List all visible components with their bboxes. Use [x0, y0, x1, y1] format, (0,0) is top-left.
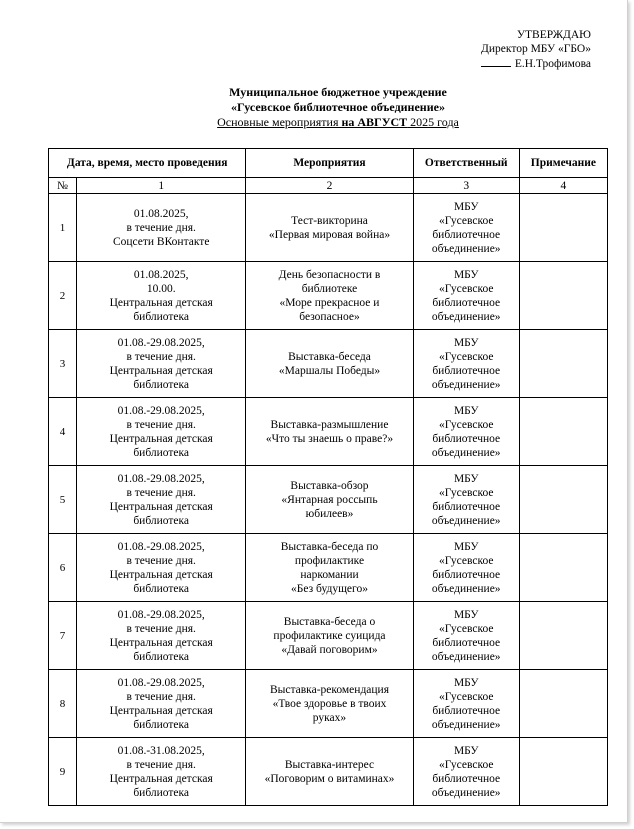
date-cell-line: библиотека — [133, 514, 190, 527]
event-cell — [246, 194, 413, 262]
event-cell-line: Выставка-интерес — [284, 758, 375, 771]
event-cell-line: профилактике — [294, 554, 365, 567]
note-cell — [519, 670, 607, 738]
number-cell: 2 — [246, 178, 413, 194]
date-cell-line: 01.08.2025, — [133, 207, 189, 220]
table-row — [49, 738, 608, 806]
responsible-cell-line: МБУ — [453, 404, 479, 417]
responsible-cell-line: МБУ — [453, 540, 479, 553]
date-cell-line: библиотека — [133, 786, 190, 799]
approval-position: Директор МБУ «ГБО» — [481, 43, 591, 55]
date-cell-line: в течение дня. — [126, 554, 196, 567]
table-row — [49, 262, 608, 330]
responsible-cell — [413, 602, 519, 670]
responsible-cell-line: «Гусевское — [438, 758, 494, 771]
responsible-cell-line: «Гусевское — [438, 282, 494, 295]
event-cell-line: «Первая мировая война» — [268, 228, 391, 241]
responsible-cell-line: МБУ — [453, 676, 479, 689]
table-row — [49, 330, 608, 398]
event-cell-line: Выставка-беседа по — [280, 540, 379, 553]
table-body — [49, 194, 608, 806]
responsible-cell-line: библиотечное — [432, 364, 501, 377]
event-cell-line: Выставка-беседа — [288, 350, 371, 363]
date-cell-line: Центральная детская — [109, 500, 213, 513]
date-cell-line: библиотека — [133, 310, 190, 323]
event-cell — [246, 398, 413, 466]
approval-block — [481, 28, 591, 71]
note-cell — [519, 534, 607, 602]
date-cell-line: в течение дня. — [126, 418, 196, 431]
row-number: 5 — [49, 466, 77, 534]
heading-line-3-bold: на АВГУСТ — [341, 115, 408, 129]
note-cell — [519, 602, 607, 670]
responsible-cell-line: «Гусевское — [438, 622, 494, 635]
event-cell — [246, 330, 413, 398]
date-cell — [77, 534, 246, 602]
document-heading — [48, 85, 628, 130]
event-cell-line: «Что ты знаешь о праве?» — [265, 432, 394, 445]
responsible-cell-line: объединение» — [431, 310, 501, 323]
header-event: Мероприятия — [246, 149, 413, 178]
date-cell-line: 01.08.-29.08.2025, — [117, 336, 205, 349]
responsible-cell-line: «Гусевское — [438, 214, 494, 227]
event-cell-line: «Без будущего» — [291, 582, 368, 595]
responsible-cell-line: библиотечное — [432, 500, 501, 513]
event-cell — [246, 602, 413, 670]
approval-name: Е.Н.Трофимова — [514, 58, 591, 70]
header-responsible: Ответственный — [413, 149, 519, 178]
approval-title: УТВЕРЖДАЮ — [516, 29, 591, 41]
note-cell — [519, 466, 607, 534]
date-cell-line: библиотека — [133, 378, 190, 391]
responsible-cell-line: «Гусевское — [438, 690, 494, 703]
table-row — [49, 670, 608, 738]
heading-line-3-prefix: Основные мероприятия — [217, 115, 342, 129]
date-cell-line: 01.08.-29.08.2025, — [117, 608, 205, 621]
event-cell — [246, 466, 413, 534]
date-cell-line: библиотека — [133, 446, 190, 459]
date-cell-line: 01.08.-29.08.2025, — [117, 540, 205, 553]
responsible-cell-line: библиотечное — [432, 432, 501, 445]
row-number: 3 — [49, 330, 77, 398]
date-cell-line: Центральная детская — [109, 568, 213, 581]
approval-signature — [481, 56, 591, 71]
date-cell-line: 01.08.-29.08.2025, — [117, 472, 205, 485]
row-number: 7 — [49, 602, 77, 670]
responsible-cell-line: объединение» — [431, 650, 501, 663]
responsible-cell-line: МБУ — [453, 744, 479, 757]
heading-line-2: «Гусевское библиотечное объединение» — [231, 100, 445, 114]
date-cell-line: в течение дня. — [126, 758, 196, 771]
date-cell-line: 01.08.-29.08.2025, — [117, 676, 205, 689]
responsible-cell-line: МБУ — [453, 268, 479, 281]
date-cell-line: 10.00. — [146, 282, 176, 295]
responsible-cell-line: объединение» — [431, 514, 501, 527]
date-cell-line: Центральная детская — [109, 772, 213, 785]
responsible-cell-line: объединение» — [431, 786, 501, 799]
table-row — [49, 466, 608, 534]
date-cell-line: Центральная детская — [109, 432, 213, 445]
event-cell-line: Выставка-размышление — [270, 418, 389, 431]
date-cell — [77, 670, 246, 738]
event-cell-line: профилактике суицида — [273, 629, 386, 642]
note-cell — [519, 398, 607, 466]
event-cell-line: «Поговорим о витаминах» — [264, 772, 395, 785]
table-row — [49, 398, 608, 466]
responsible-cell-line: объединение» — [431, 582, 501, 595]
responsible-cell-line: «Гусевское — [438, 418, 494, 431]
responsible-cell-line: библиотечное — [432, 568, 501, 581]
date-cell-line: Центральная детская — [109, 296, 213, 309]
responsible-cell-line: объединение» — [431, 446, 501, 459]
date-cell-line: 01.08.2025, — [133, 268, 189, 281]
number-cell: № — [49, 178, 77, 194]
responsible-cell-line: МБУ — [453, 200, 479, 213]
date-cell — [77, 738, 246, 806]
date-cell-line: в течение дня. — [126, 690, 196, 703]
date-cell — [77, 194, 246, 262]
table-row — [49, 194, 608, 262]
responsible-cell — [413, 398, 519, 466]
row-number: 1 — [49, 194, 77, 262]
date-cell-line: Центральная детская — [109, 704, 213, 717]
event-cell — [246, 262, 413, 330]
event-cell-line: Выставка-рекомендация — [269, 683, 389, 696]
responsible-cell — [413, 534, 519, 602]
date-cell — [77, 262, 246, 330]
event-cell-line: День безопасности в — [278, 268, 381, 281]
number-cell: 4 — [519, 178, 607, 194]
date-cell-line: библиотека — [133, 718, 190, 731]
responsible-cell-line: библиотечное — [432, 636, 501, 649]
responsible-cell-line: «Гусевское — [438, 350, 494, 363]
note-cell — [519, 194, 607, 262]
heading-line-3-suffix: 2025 года — [407, 115, 459, 129]
responsible-cell-line: МБУ — [453, 608, 479, 621]
note-cell — [519, 330, 607, 398]
date-cell — [77, 602, 246, 670]
table-number-row — [49, 178, 608, 194]
event-cell-line: юбилеев» — [305, 507, 354, 520]
date-cell-line: в течение дня. — [126, 486, 196, 499]
event-cell-line: «Море прекрасное и — [279, 296, 380, 309]
date-cell-line: библиотека — [133, 582, 190, 595]
event-cell-line: руках» — [312, 711, 347, 724]
date-cell-line: 01.08.-29.08.2025, — [117, 404, 205, 417]
event-cell — [246, 534, 413, 602]
row-number: 8 — [49, 670, 77, 738]
table-row — [49, 534, 608, 602]
responsible-cell-line: МБУ — [453, 472, 479, 485]
responsible-cell — [413, 194, 519, 262]
date-cell-line: 01.08.-31.08.2025, — [117, 744, 205, 757]
event-cell-line: Выставка-обзор — [290, 479, 369, 492]
event-cell — [246, 738, 413, 806]
row-number: 9 — [49, 738, 77, 806]
responsible-cell-line: библиотечное — [432, 704, 501, 717]
row-number: 2 — [49, 262, 77, 330]
events-table — [48, 148, 608, 806]
note-cell — [519, 738, 607, 806]
header-note: Примечание — [519, 149, 607, 178]
date-cell-line: Соцсети ВКонтакте — [112, 235, 210, 248]
event-cell-line: наркомании — [300, 568, 359, 581]
responsible-cell-line: объединение» — [431, 718, 501, 731]
event-cell-line: безопасное» — [299, 310, 360, 323]
responsible-cell-line: МБУ — [453, 336, 479, 349]
number-cell: 3 — [413, 178, 519, 194]
table-header-row — [49, 149, 608, 178]
heading-line-1: Муниципальное бюджетное учреждение — [229, 85, 447, 99]
date-cell-line: в течение дня. — [126, 221, 196, 234]
responsible-cell-line: объединение» — [431, 242, 501, 255]
table-row — [49, 602, 608, 670]
responsible-cell-line: объединение» — [431, 378, 501, 391]
header-date: Дата, время, место проведения — [49, 149, 246, 178]
date-cell — [77, 398, 246, 466]
signature-line — [481, 56, 511, 67]
event-cell-line: Выставка-беседа о — [283, 615, 376, 628]
date-cell — [77, 330, 246, 398]
event-cell — [246, 670, 413, 738]
responsible-cell — [413, 466, 519, 534]
event-cell-line: Тест-викторина — [291, 214, 368, 227]
responsible-cell-line: библиотечное — [432, 296, 501, 309]
responsible-cell-line: библиотечное — [432, 772, 501, 785]
note-cell — [519, 262, 607, 330]
event-cell-line: «Янтарная россыпь — [281, 493, 378, 506]
responsible-cell-line: «Гусевское — [438, 554, 494, 567]
responsible-cell-line: библиотечное — [432, 228, 501, 241]
responsible-cell — [413, 330, 519, 398]
date-cell-line: Центральная детская — [109, 636, 213, 649]
heading-line-3 — [48, 115, 628, 130]
event-cell-line: библиотеке — [301, 282, 358, 295]
responsible-cell — [413, 738, 519, 806]
event-cell-line: «Твое здоровье в твоих — [272, 697, 387, 710]
date-cell-line: Центральная детская — [109, 364, 213, 377]
date-cell-line: библиотека — [133, 650, 190, 663]
row-number: 4 — [49, 398, 77, 466]
responsible-cell-line: «Гусевское — [438, 486, 494, 499]
responsible-cell — [413, 670, 519, 738]
responsible-cell — [413, 262, 519, 330]
date-cell — [77, 466, 246, 534]
row-number: 6 — [49, 534, 77, 602]
date-cell-line: в течение дня. — [126, 350, 196, 363]
number-cell: 1 — [77, 178, 246, 194]
event-cell-line: «Давай поговорим» — [281, 643, 378, 656]
event-cell-line: «Маршалы Победы» — [278, 364, 381, 377]
date-cell-line: в течение дня. — [126, 622, 196, 635]
